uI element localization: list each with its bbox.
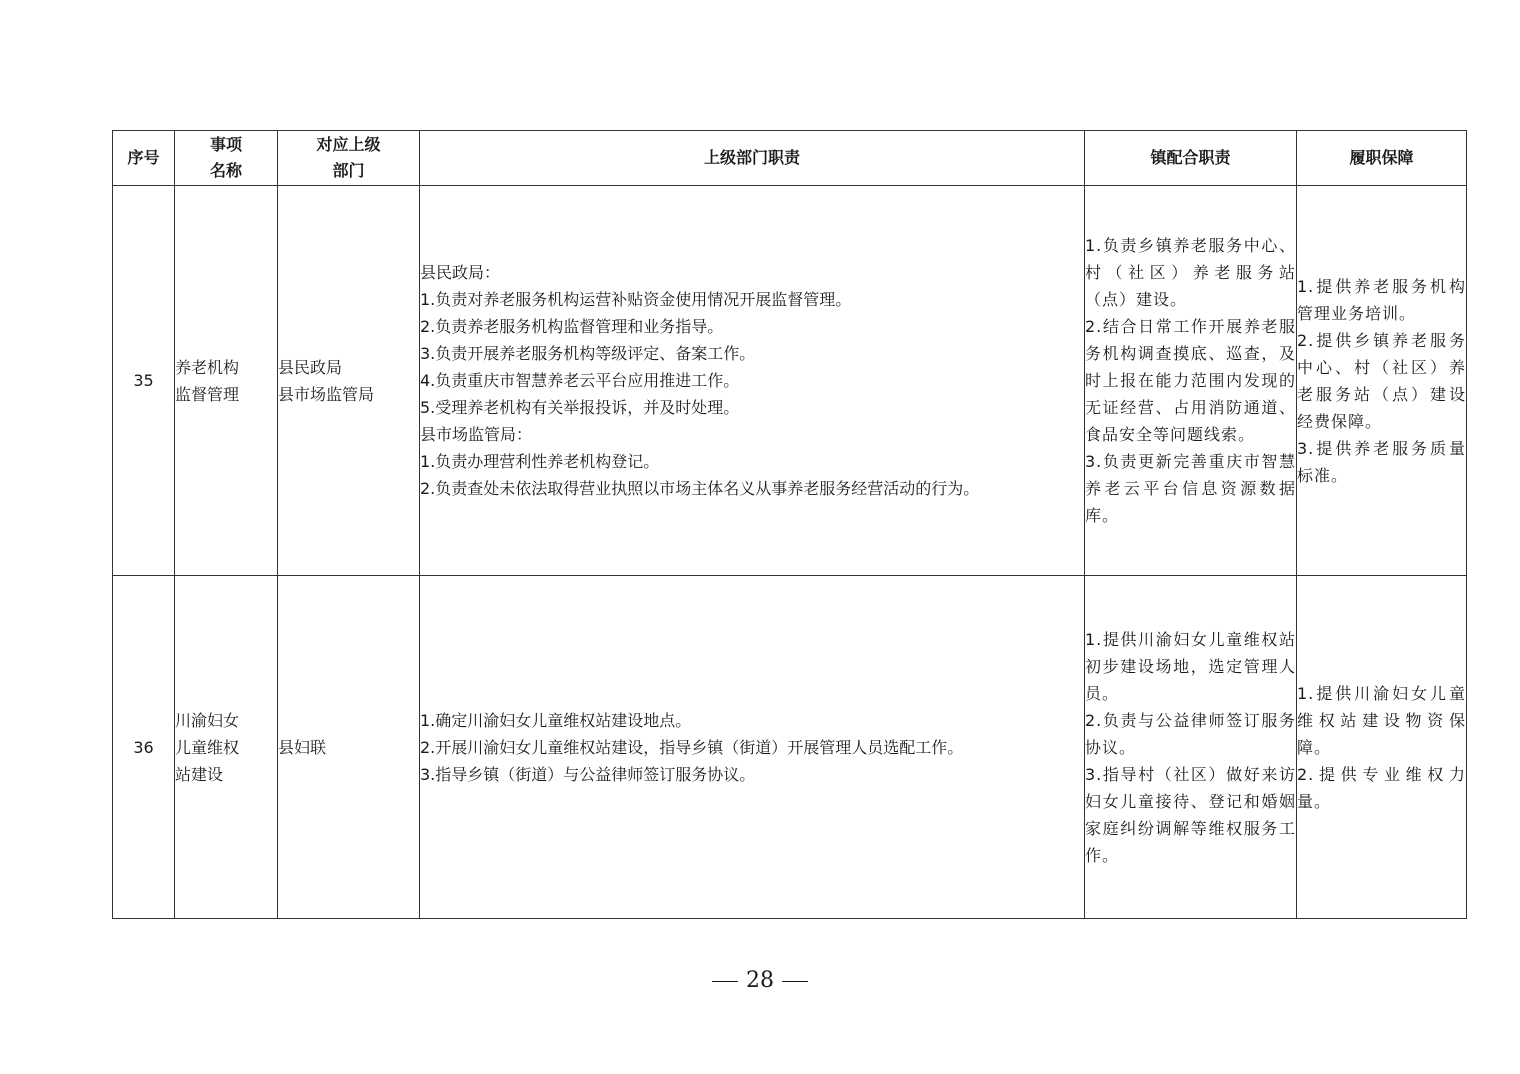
town-duty-line: 3.负责更新完善重庆市智慧养老云平台信息资源数据库。 (1085, 452, 1296, 525)
row-number: 35 (113, 186, 175, 576)
town-duty-line: 2.结合日常工作开展养老服务机构调查摸底、巡查，及时上报在能力范围内发现的无证经营、占用消防通道、食品安全等问题线索。 (1085, 317, 1296, 444)
duty-line: 2.负责养老服务机构监督管理和业务指导。 (420, 317, 724, 336)
row-number: 36 (113, 576, 175, 919)
guarantee-cell (1297, 576, 1467, 919)
guarantee-line: 2.提供专业维权力量。 (1297, 764, 1466, 811)
header-duty: 上级部门职责 (420, 131, 1085, 186)
page-footer (0, 968, 1520, 993)
dept-line: 县市场监管局 (278, 384, 375, 404)
footer-dash-left (712, 981, 738, 982)
duty-line: 3.负责开展养老服务机构等级评定、备案工作。 (420, 344, 756, 363)
duty-line: 4.负责重庆市智慧养老云平台应用推进工作。 (420, 371, 740, 390)
duty-line: 1.确定川渝妇女儿童维权站建设地点。 (420, 710, 692, 730)
header-name-line: 名称 (209, 161, 242, 180)
duty-line: 1.负责办理营利性养老机构登记。 (420, 452, 660, 471)
duty-line: 2.开展川渝妇女儿童维权站建设，指导乡镇（街道）开展管理人员选配工作。 (420, 737, 964, 757)
superior-duty-cell (420, 576, 1085, 919)
town-duty-line: 1.提供川渝妇女儿童维权站初步建设场地，选定管理人员。 (1085, 629, 1296, 703)
duty-line: 3.指导乡镇（街道）与公益律师签订服务协议。 (420, 764, 756, 784)
guarantee-line: 2.提供乡镇养老服务中心、村（社区）养老服务站（点）建设经费保障。 (1297, 330, 1466, 431)
item-name-cell (175, 186, 278, 576)
superior-duty-cell (420, 186, 1085, 576)
duty-table (112, 130, 1467, 919)
header-name-line: 事项 (209, 135, 242, 154)
item-name-cell (175, 576, 278, 919)
header-dept-line: 部门 (332, 161, 365, 180)
header-dept (278, 131, 420, 186)
table-header-row (113, 131, 1467, 186)
table-row (113, 186, 1467, 576)
town-duty-line: 1.负责乡镇养老服务中心、村（社区）养老服务站（点）建设。 (1085, 236, 1296, 309)
town-duty-cell (1085, 186, 1297, 576)
item-name-line: 养老机构 (175, 357, 240, 377)
dept-cell (278, 576, 420, 919)
duty-line: 1.负责对养老服务机构运营补贴资金使用情况开展监督管理。 (420, 290, 852, 309)
duty-line: 县市场监管局： (420, 425, 533, 444)
guarantee-line: 3.提供养老服务质量标准。 (1297, 438, 1466, 485)
town-duty-line: 3.指导村（社区）做好来访妇女儿童接待、登记和婚姻家庭纠纷调解等维权服务工作。 (1085, 764, 1296, 865)
duty-line: 县民政局： (420, 263, 501, 282)
table-row (113, 576, 1467, 919)
duty-line: 5.受理养老机构有关举报投诉，并及时处理。 (420, 398, 740, 417)
header-dept-line: 对应上级 (316, 135, 381, 154)
town-duty-line: 2.负责与公益律师签订服务协议。 (1085, 710, 1296, 757)
item-name-line: 川渝妇女 (175, 710, 240, 730)
town-duty-cell (1085, 576, 1297, 919)
page-number: 28 (746, 968, 774, 993)
dept-cell (278, 186, 420, 576)
guarantee-cell (1297, 186, 1467, 576)
footer-dash-right (782, 981, 808, 982)
header-num: 序号 (113, 131, 175, 186)
guarantee-line: 1.提供川渝妇女儿童维权站建设物资保障。 (1297, 683, 1466, 757)
item-name-line: 监督管理 (175, 384, 240, 404)
header-guard: 履职保障 (1297, 131, 1467, 186)
item-name-line: 站建设 (175, 764, 224, 784)
guarantee-line: 1.提供养老服务机构管理业务培训。 (1297, 276, 1466, 323)
duty-line: 2.负责查处未依法取得营业执照以市场主体名义从事养老服务经营活动的行为。 (420, 479, 980, 498)
item-name-line: 儿童维权 (175, 737, 240, 757)
header-town: 镇配合职责 (1085, 131, 1297, 186)
header-name (175, 131, 278, 186)
dept-line: 县民政局 (278, 357, 343, 377)
dept-line: 县妇联 (278, 737, 327, 757)
